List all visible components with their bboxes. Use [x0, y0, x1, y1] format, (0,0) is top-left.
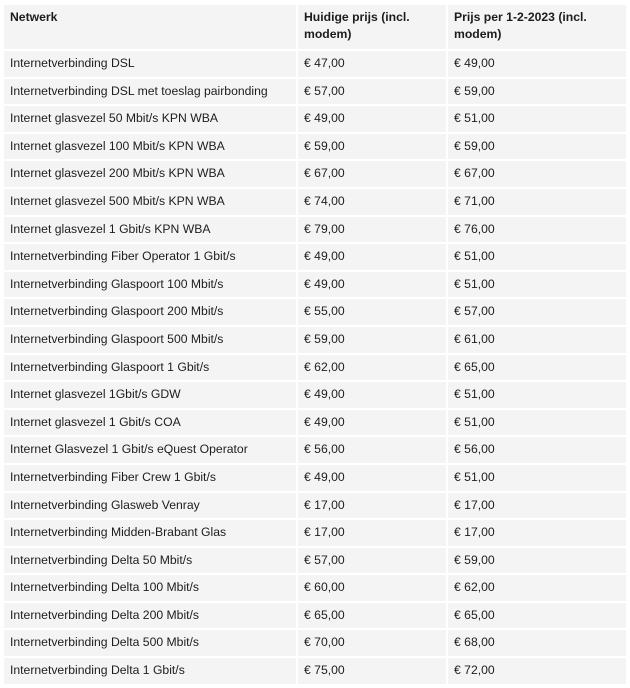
cell-network: Internet glasvezel 50 Mbit/s KPN WBA	[4, 106, 296, 132]
table-row	[4, 437, 626, 463]
table-row	[4, 603, 626, 629]
table-row	[4, 51, 626, 77]
cell-new-price: € 72,00	[448, 658, 626, 684]
cell-network: Internetverbinding Glaspoort 500 Mbit/s	[4, 327, 296, 353]
table-row	[4, 327, 626, 353]
table-row	[4, 520, 626, 546]
cell-new-price: € 51,00	[448, 382, 626, 408]
cell-current-price: € 49,00	[298, 382, 446, 408]
table-row	[4, 575, 626, 601]
header-new-price: Prijs per 1-2-2023 (incl. modem)	[448, 5, 626, 49]
cell-network: Internet glasvezel 1Gbit/s GDW	[4, 382, 296, 408]
cell-current-price: € 49,00	[298, 465, 446, 491]
cell-network: Internet glasvezel 500 Mbit/s KPN WBA	[4, 189, 296, 215]
cell-network: Internet glasvezel 200 Mbit/s KPN WBA	[4, 161, 296, 187]
table-row	[4, 106, 626, 132]
cell-new-price: € 57,00	[448, 299, 626, 325]
header-netwerk: Netwerk	[4, 5, 296, 49]
cell-network: Internetverbinding Glaspoort 100 Mbit/s	[4, 272, 296, 298]
cell-current-price: € 79,00	[298, 217, 446, 243]
cell-network: Internetverbinding Glaspoort 200 Mbit/s	[4, 299, 296, 325]
cell-network: Internet glasvezel 1 Gbit/s KPN WBA	[4, 217, 296, 243]
cell-network: Internet glasvezel 1 Gbit/s COA	[4, 410, 296, 436]
cell-current-price: € 65,00	[298, 603, 446, 629]
cell-current-price: € 59,00	[298, 327, 446, 353]
cell-new-price: € 76,00	[448, 217, 626, 243]
cell-current-price: € 57,00	[298, 548, 446, 574]
cell-network: Internetverbinding Glasweb Venray	[4, 493, 296, 519]
table-row	[4, 161, 626, 187]
table-row	[4, 189, 626, 215]
cell-network: Internetverbinding Delta 200 Mbit/s	[4, 603, 296, 629]
cell-network: Internetverbinding Fiber Operator 1 Gbit/s	[4, 244, 296, 270]
cell-current-price: € 49,00	[298, 272, 446, 298]
header-row	[4, 5, 626, 49]
cell-network: Internet glasvezel 100 Mbit/s KPN WBA	[4, 134, 296, 160]
table-row	[4, 382, 626, 408]
cell-current-price: € 57,00	[298, 79, 446, 105]
cell-new-price: € 62,00	[448, 575, 626, 601]
table-row	[4, 355, 626, 381]
table-row	[4, 465, 626, 491]
cell-new-price: € 51,00	[448, 244, 626, 270]
table-row	[4, 299, 626, 325]
cell-current-price: € 70,00	[298, 630, 446, 656]
cell-new-price: € 59,00	[448, 548, 626, 574]
cell-current-price: € 49,00	[298, 106, 446, 132]
cell-new-price: € 51,00	[448, 465, 626, 491]
cell-new-price: € 61,00	[448, 327, 626, 353]
cell-new-price: € 68,00	[448, 630, 626, 656]
cell-network: Internetverbinding Delta 50 Mbit/s	[4, 548, 296, 574]
cell-network: Internetverbinding DSL	[4, 51, 296, 77]
cell-new-price: € 65,00	[448, 355, 626, 381]
table-header	[4, 5, 626, 49]
cell-current-price: € 62,00	[298, 355, 446, 381]
table-row	[4, 272, 626, 298]
header-current-price: Huidige prijs (incl. modem)	[298, 5, 446, 49]
cell-new-price: € 59,00	[448, 79, 626, 105]
cell-current-price: € 74,00	[298, 189, 446, 215]
cell-current-price: € 17,00	[298, 493, 446, 519]
table-row	[4, 244, 626, 270]
cell-network: Internet Glasvezel 1 Gbit/s eQuest Operator	[4, 437, 296, 463]
cell-current-price: € 67,00	[298, 161, 446, 187]
table-row	[4, 548, 626, 574]
cell-new-price: € 56,00	[448, 437, 626, 463]
cell-new-price: € 49,00	[448, 51, 626, 77]
cell-current-price: € 47,00	[298, 51, 446, 77]
price-table	[2, 3, 628, 686]
cell-network: Internetverbinding DSL met toeslag pairbonding	[4, 79, 296, 105]
table-body	[4, 51, 626, 684]
cell-new-price: € 59,00	[448, 134, 626, 160]
table-row	[4, 410, 626, 436]
cell-current-price: € 59,00	[298, 134, 446, 160]
cell-new-price: € 71,00	[448, 189, 626, 215]
cell-current-price: € 56,00	[298, 437, 446, 463]
cell-current-price: € 55,00	[298, 299, 446, 325]
table-row	[4, 493, 626, 519]
cell-network: Internetverbinding Delta 100 Mbit/s	[4, 575, 296, 601]
cell-current-price: € 49,00	[298, 244, 446, 270]
cell-network: Internetverbinding Midden-Brabant Glas	[4, 520, 296, 546]
cell-new-price: € 67,00	[448, 161, 626, 187]
cell-new-price: € 51,00	[448, 272, 626, 298]
table-row	[4, 217, 626, 243]
cell-current-price: € 49,00	[298, 410, 446, 436]
cell-new-price: € 65,00	[448, 603, 626, 629]
table-row	[4, 79, 626, 105]
cell-new-price: € 51,00	[448, 106, 626, 132]
cell-network: Internetverbinding Delta 1 Gbit/s	[4, 658, 296, 684]
cell-current-price: € 75,00	[298, 658, 446, 684]
cell-new-price: € 17,00	[448, 493, 626, 519]
cell-current-price: € 17,00	[298, 520, 446, 546]
cell-network: Internetverbinding Fiber Crew 1 Gbit/s	[4, 465, 296, 491]
price-table-container	[2, 3, 628, 686]
cell-network: Internetverbinding Delta 500 Mbit/s	[4, 630, 296, 656]
cell-new-price: € 51,00	[448, 410, 626, 436]
table-row	[4, 134, 626, 160]
table-row	[4, 658, 626, 684]
table-row	[4, 630, 626, 656]
cell-network: Internetverbinding Glaspoort 1 Gbit/s	[4, 355, 296, 381]
cell-new-price: € 17,00	[448, 520, 626, 546]
cell-current-price: € 60,00	[298, 575, 446, 601]
